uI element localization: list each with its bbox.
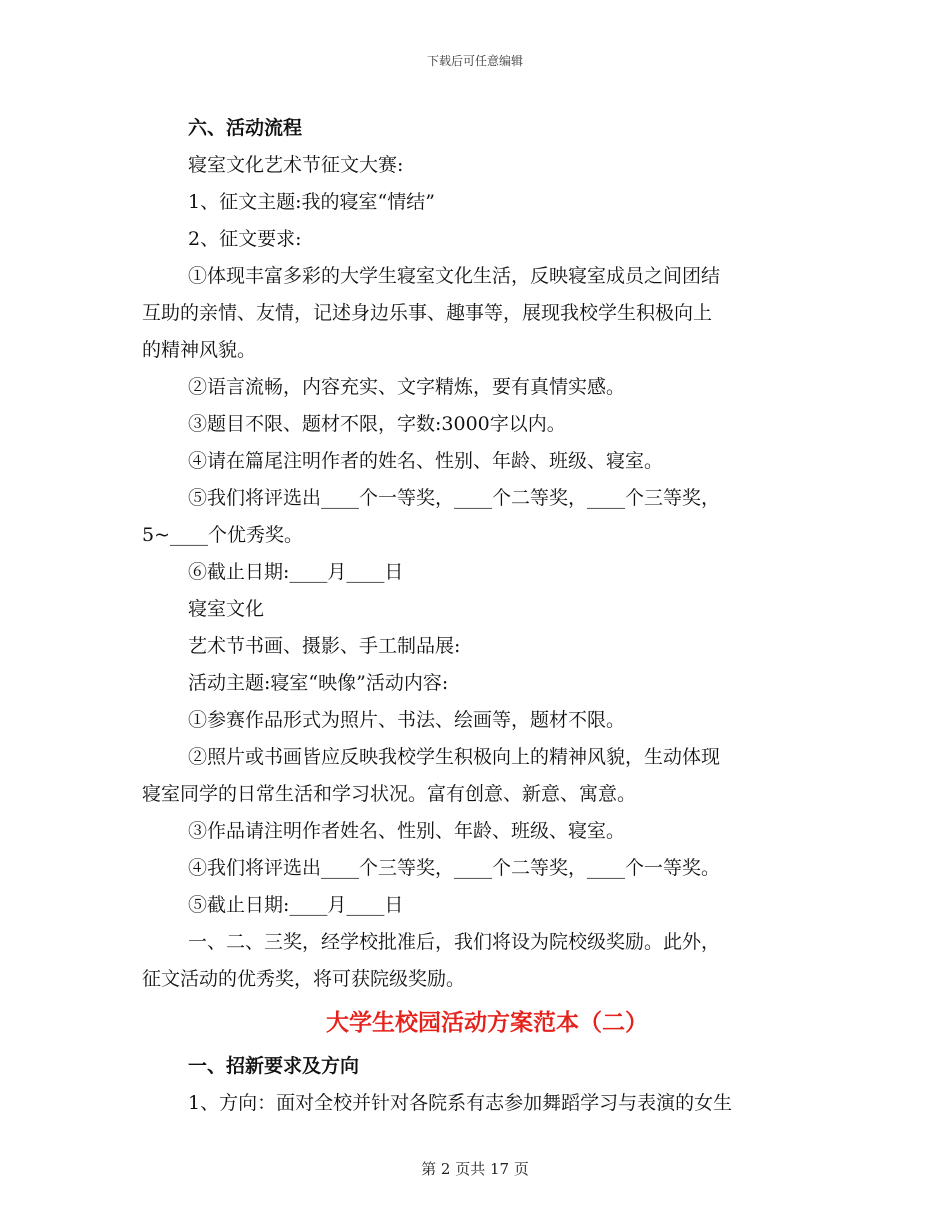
exhibit-deadline: ⑤截止日期:____月____日 (188, 894, 404, 916)
part-title: 大学生校园活动方案范本（二） (326, 1009, 648, 1036)
awards-paragraph: 一、二、三奖，经学校批准后，我们将设为院校级奖励。此外， (188, 931, 721, 953)
exhibit-content-2-cont: 寝室同学的日常生活和学习状况。富有创意、新意、寓意。 (142, 783, 637, 805)
exhibit-content-4: ④我们将评选出____个三等奖，____个二等奖，____个一等奖。 (188, 857, 721, 879)
exhibit-line-1: 寝室文化 (188, 598, 265, 620)
exhibit-theme: 活动主题:寝室“映像”活动内容: (188, 672, 449, 694)
essay-requirement-1-cont: 互助的亲情、友情，记述身边乐事、趣事等，展现我校学生积极向上 (142, 302, 713, 324)
exhibit-line-2: 艺术节书画、摄影、手工制品展: (188, 635, 461, 657)
essay-requirement-3: ③题目不限、题材不限，字数:3000字以内。 (188, 413, 566, 435)
part-heading: 一、招新要求及方向 (188, 1055, 360, 1077)
section-heading: 六、活动流程 (188, 117, 303, 139)
page-header: 下载后可任意编辑 (426, 54, 523, 68)
exhibit-content-2: ②照片或书画皆应反映我校学生积极向上的精神风貌，生动体现 (188, 746, 721, 768)
essay-requirement-5-cont: 5~____个优秀奖。 (142, 524, 304, 546)
direction-line: 1、方向：面对全校并针对各院系有志参加舞蹈学习与表演的女生 (188, 1092, 733, 1114)
essay-requirement-5: ⑤我们将评选出____个一等奖，____个二等奖，____个三等奖， (188, 487, 721, 509)
essay-theme: 1、征文主题:我的寝室“情结” (188, 191, 435, 213)
page-footer: 第 2 页共 17 页 (421, 1160, 529, 1178)
essay-requirement-1: ①体现丰富多彩的大学生寝室文化生活，反映寝室成员之间团结 (188, 265, 721, 287)
essay-requirement-4: ④请在篇尾注明作者的姓名、性别、年龄、班级、寝室。 (188, 450, 664, 472)
essay-title: 寝室文化艺术节征文大赛: (188, 154, 404, 176)
awards-paragraph-cont: 征文活动的优秀奖，将可获院级奖励。 (142, 968, 466, 990)
document-body (142, 110, 812, 1122)
essay-requirement-1-cont: 的精神风貌。 (142, 339, 257, 361)
exhibit-content-1: ①参赛作品形式为照片、书法、绘画等，题材不限。 (188, 709, 626, 731)
essay-deadline: ⑥截止日期:____月____日 (188, 561, 404, 583)
essay-requirements-title: 2、征文要求: (188, 228, 302, 250)
exhibit-content-3: ③作品请注明作者姓名、性别、年龄、班级、寝室。 (188, 820, 626, 842)
essay-requirement-2: ②语言流畅，内容充实、文字精炼，要有真情实感。 (188, 376, 626, 398)
